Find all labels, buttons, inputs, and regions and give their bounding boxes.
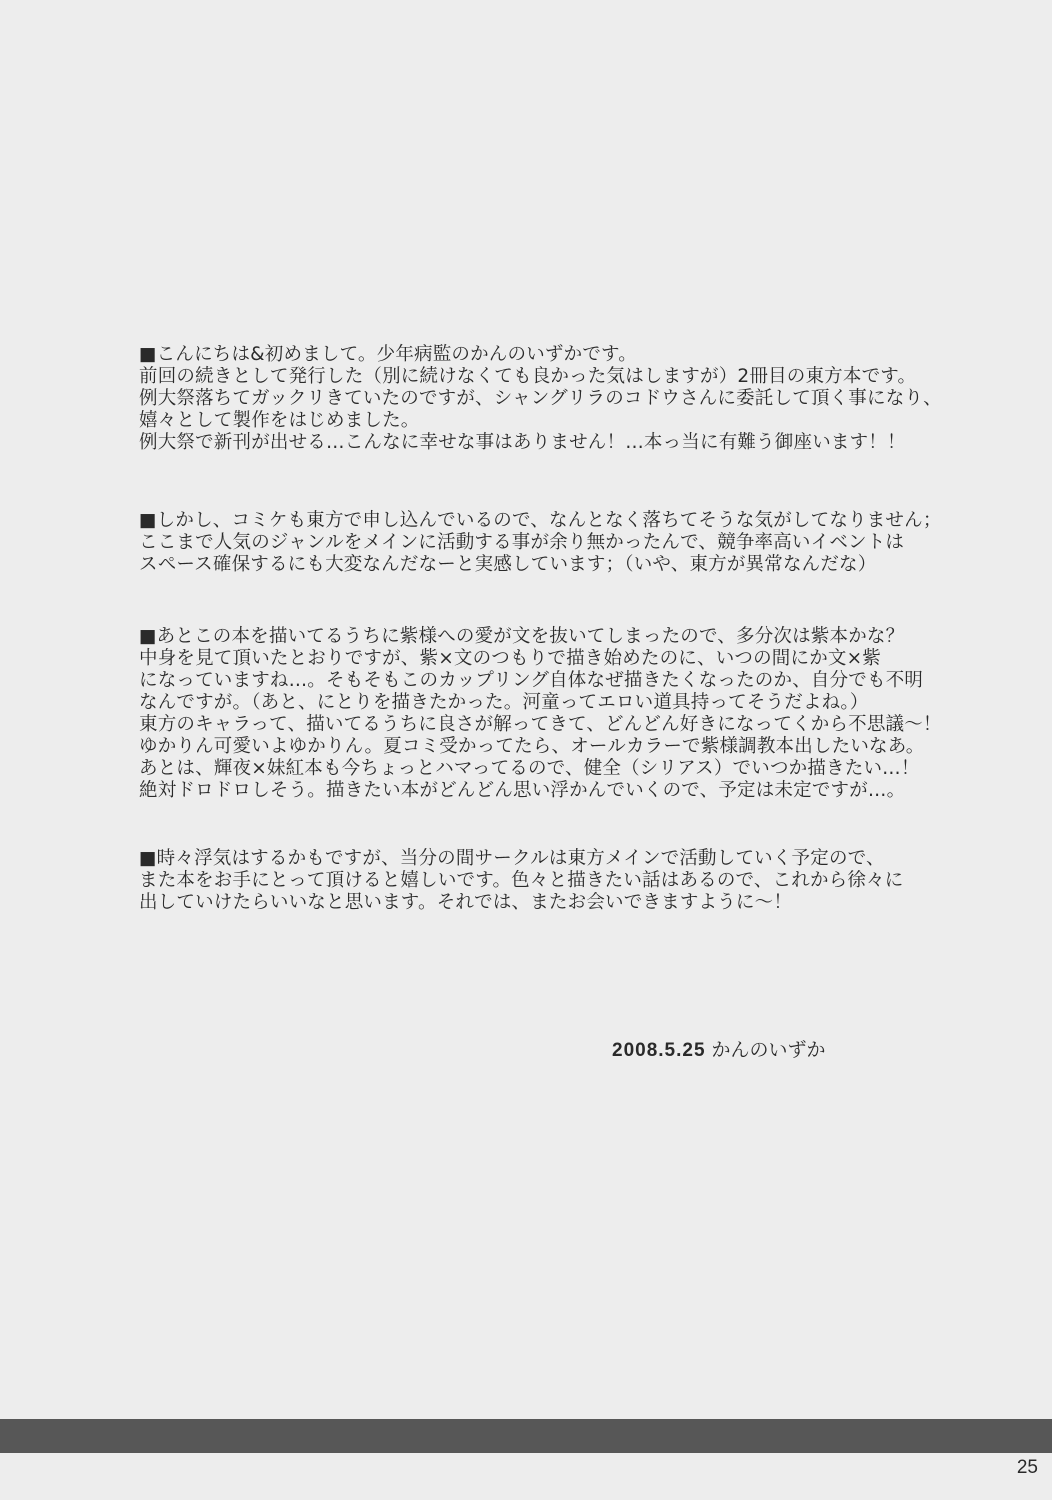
text-line: 中身を見て頂いたとおりですが、紫×文のつもりで描き始めたのに、いつの間にか文×紫 <box>139 648 882 669</box>
text-line: なんですが。（あと、にとりを描きたかった。河童ってエロい道具持ってそうだよね。） <box>139 692 869 713</box>
text-line: 例大祭落ちてガックリきていたのですが、シャングリラのコドウさんに委託して頂く事になり、 <box>139 388 942 409</box>
text-line: ■時々浮気はするかもですが、当分の間サークルは東方メインで活動していく予定ので、 <box>139 848 885 869</box>
paragraph-next-book <box>139 626 942 802</box>
footer-bar <box>0 1419 1052 1453</box>
text-line: ■しかし、コミケも東方で申し込んでいるので、なんとなく落ちてそうな気がしてなりません； <box>139 510 942 531</box>
text-line: ここまで人気のジャンルをメインに活動する事が余り無かったんで、競争率高いイベントは <box>139 532 905 553</box>
text-line: 東方のキャラって、描いてるうちに良さが解ってきて、どんどん好きになってくから不思議〜！ <box>139 714 942 735</box>
paragraph-closing <box>139 848 903 914</box>
paragraph-greeting <box>139 344 942 454</box>
text-line: ■こんにちは&初めまして。少年病監のかんのいずかです。 <box>139 344 637 365</box>
text-line: になっていますね…。そもそもこのカップリング自体なぜ描きたくなったのか、自分でも不明 <box>139 670 924 691</box>
text-line: 出していけたらいいなと思います。それでは、またお会いできますように〜！ <box>139 892 793 913</box>
signature <box>612 1037 826 1064</box>
text-line: 絶対ドロドロしそう。描きたい本がどんどん思い浮かんでいくので、予定は未定ですが…。 <box>139 780 906 801</box>
signature-name: かんのいずか <box>711 1039 826 1061</box>
text-line: ゆかりん可愛いよゆかりん。夏コミ受かってたら、オールカラーで紫様調教本出したいなあ。 <box>139 736 925 757</box>
text-line: ■あとこの本を描いてるうちに紫様への愛が文を抜いてしまったので、多分次は紫本かな？ <box>139 626 905 647</box>
text-line: スペース確保するにも大変なんだなーと実感しています；（いや、東方が異常なんだな） <box>139 554 877 575</box>
signature-date: 2008.5.25 <box>612 1040 706 1061</box>
text-line: また本をお手にとって頂けると嬉しいです。色々と描きたい話はあるので、これから徐々に <box>139 870 904 891</box>
text-line: 例大祭で新刊が出せる…こんなに幸せな事はありません！…本っ当に有難う御座います！！ <box>139 432 906 453</box>
text-line: 嬉々として製作をはじめました。 <box>139 410 420 431</box>
text-line: 前回の続きとして発行した（別に続けなくても良かった気はしますが）2冊目の東方本です。 <box>139 366 917 387</box>
page-number: 25 <box>1016 1457 1038 1478</box>
paragraph-comiket <box>139 510 942 576</box>
text-line: あとは、輝夜×妹紅本も今ちょっとハマってるので、健全（シリアス）でいつか描きたい…！ <box>139 758 920 779</box>
